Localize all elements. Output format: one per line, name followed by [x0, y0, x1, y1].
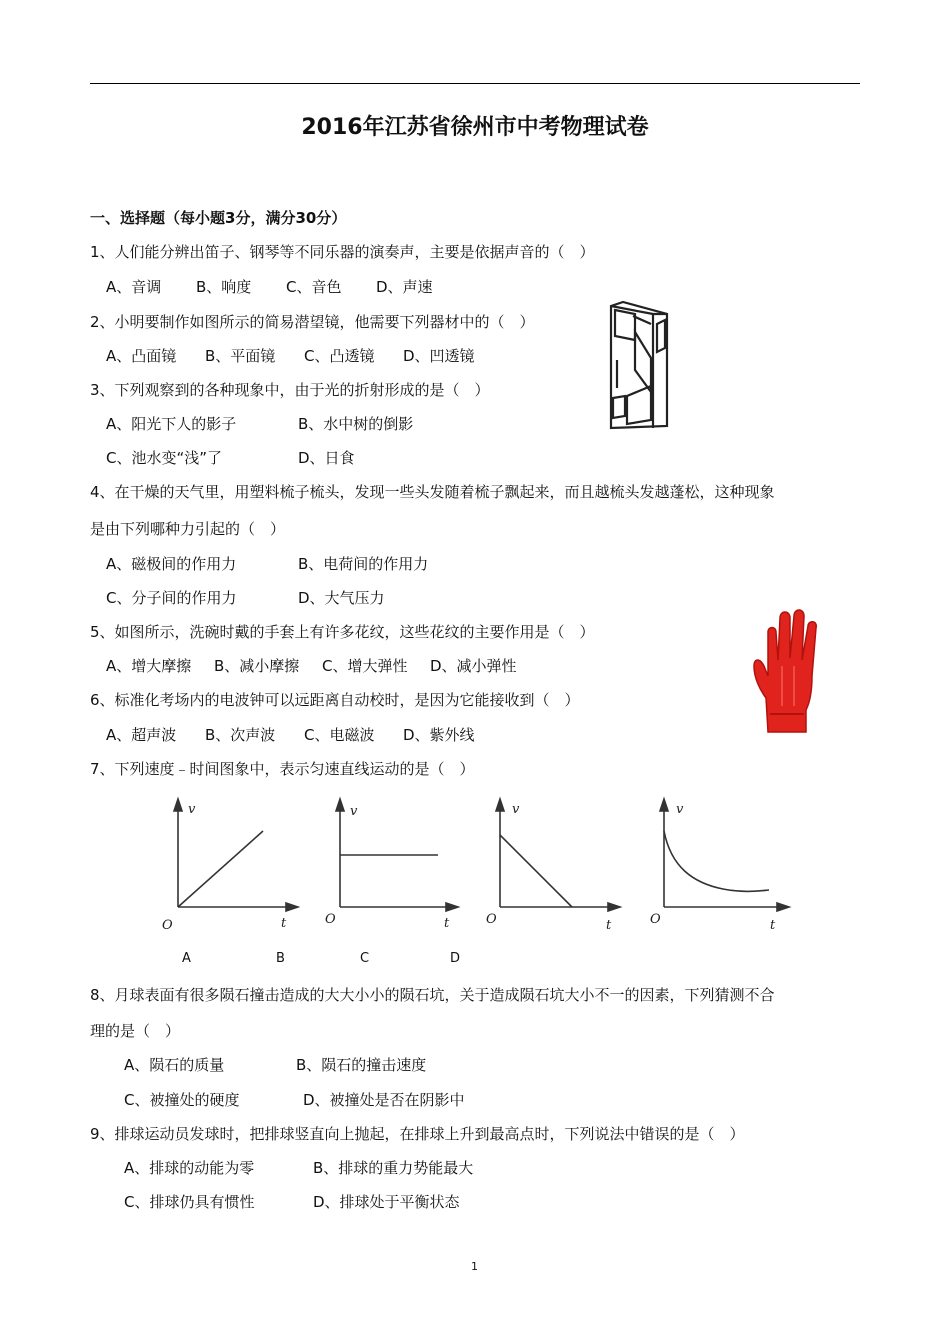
graph-label-d: D [450, 951, 461, 966]
q5-option-b: B、减小摩擦 [214, 657, 300, 675]
header-rule [90, 83, 860, 84]
section-heading: 一、选择题（每小题3分，满分30分） [90, 209, 347, 227]
q6-option-c: C、电磁波 [304, 726, 375, 744]
graph-label-c: C [360, 951, 370, 966]
graph-d-t-label: t [770, 918, 776, 933]
graph-b-t-label: t [444, 916, 450, 931]
graph-c-origin: O [486, 912, 497, 927]
graph-label-a: A [182, 951, 191, 966]
q8-option-a: A、陨石的质量 [124, 1056, 225, 1074]
question-8-stem-line1: 8、月球表面有很多陨石撞击造成的大大小小的陨石坑，关于造成陨石坑大小不一的因素，下列猜测不合 [90, 986, 775, 1004]
q1-option-d: D、声速 [376, 278, 433, 296]
q4-option-c: C、分子间的作用力 [106, 589, 237, 607]
graph-a-t-label: t [281, 916, 287, 931]
q8-option-c: C、被撞处的硬度 [124, 1091, 240, 1109]
q9-option-c: C、排球仍具有惯性 [124, 1193, 255, 1211]
graph-b [318, 795, 463, 935]
q5-option-c: C、增大弹性 [322, 657, 408, 675]
q6-option-d: D、紫外线 [403, 726, 475, 744]
q4-option-b: B、电荷间的作用力 [298, 555, 429, 573]
question-1-stem: 1、人们能分辨出笛子、钢琴等不同乐器的演奏声，主要是依据声音的（ ） [90, 243, 595, 261]
q9-option-d: D、排球处于平衡状态 [313, 1193, 460, 1211]
graph-b-v-label: v [350, 804, 358, 819]
question-2-stem: 2、小明要制作如图所示的简易潜望镜，他需要下列器材中的（ ） [90, 313, 535, 331]
question-3-stem: 3、下列观察到的各种现象中，由于光的折射形成的是（ ） [90, 381, 490, 399]
q5-option-d: D、减小弹性 [430, 657, 517, 675]
graph-label-b: B [276, 951, 285, 966]
graph-b-origin: O [325, 912, 336, 927]
question-4-stem-line1: 4、在干燥的天气里，用塑料梳子梳头，发现一些头发随着梳子飘起来，而且越梳头发越蓬松，这种现象 [90, 483, 775, 501]
q1-option-b: B、响度 [196, 278, 252, 296]
page-title: 2016年江苏省徐州市中考物理试卷 [301, 115, 649, 140]
graph-a [155, 795, 300, 935]
periscope-figure [605, 300, 671, 432]
graph-c [480, 795, 625, 935]
q8-option-b: B、陨石的撞击速度 [296, 1056, 427, 1074]
q9-option-b: B、排球的重力势能最大 [313, 1159, 474, 1177]
question-6-stem: 6、标准化考场内的电波钟可以远距离自动校时，是因为它能接收到（ ） [90, 691, 580, 709]
graph-d-v-label: v [676, 802, 684, 817]
q4-option-d: D、大气压力 [298, 589, 385, 607]
graph-d [643, 795, 793, 935]
q1-option-c: C、音色 [286, 278, 342, 296]
page-number: 1 [471, 1260, 478, 1273]
q2-option-a: A、凸面镜 [106, 347, 177, 365]
q2-option-b: B、平面镜 [205, 347, 276, 365]
graph-a-v-label: v [188, 802, 196, 817]
question-5-stem: 5、如图所示，洗碗时戴的手套上有许多花纹，这些花纹的主要作用是（ ） [90, 623, 595, 641]
q3-option-c: C、池水变“浅”了 [106, 449, 223, 467]
graph-d-origin: O [650, 912, 661, 927]
glove-figure [752, 606, 826, 734]
q3-option-d: D、日食 [298, 449, 355, 467]
q3-option-a: A、阳光下人的影子 [106, 415, 237, 433]
q9-option-a: A、排球的动能为零 [124, 1159, 255, 1177]
question-9-stem: 9、排球运动员发球时，把排球竖直向上抛起，在排球上升到最高点时，下列说法中错误的是（ ） [90, 1125, 745, 1143]
graph-c-t-label: t [606, 918, 612, 933]
q1-option-a: A、音调 [106, 278, 162, 296]
q2-option-d: D、凹透镜 [403, 347, 475, 365]
question-4-stem-line2: 是由下列哪种力引起的（ ） [90, 520, 286, 538]
q4-option-a: A、磁极间的作用力 [106, 555, 237, 573]
q6-option-a: A、超声波 [106, 726, 177, 744]
q8-option-d: D、被撞处是否在阴影中 [303, 1091, 465, 1109]
q5-option-a: A、增大摩擦 [106, 657, 192, 675]
q6-option-b: B、次声波 [205, 726, 276, 744]
graph-c-v-label: v [512, 802, 520, 817]
q2-option-c: C、凸透镜 [304, 347, 375, 365]
q3-option-b: B、水中树的倒影 [298, 415, 414, 433]
question-8-stem-line2: 理的是（ ） [90, 1022, 181, 1040]
question-7-stem: 7、下列速度﹣时间图象中，表示匀速直线运动的是（ ） [90, 760, 475, 778]
graph-a-origin: O [162, 918, 173, 933]
